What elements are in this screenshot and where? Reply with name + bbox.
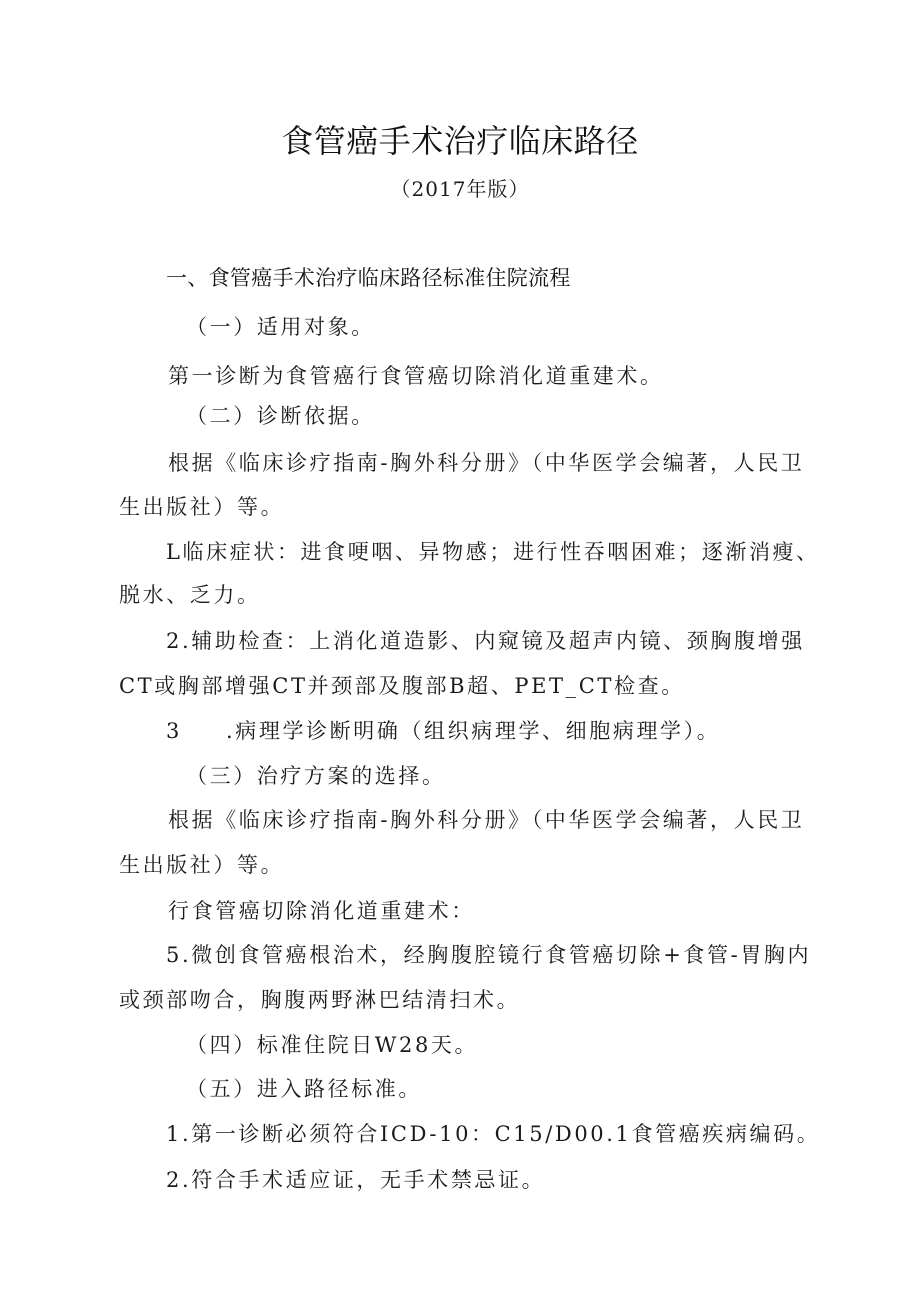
list-item-auxiliary-exams-line2: CT或胸部增强CT并颈部及腹部B超、PET_CT检查。 [119, 674, 685, 698]
list-item-clinical-symptoms-line2: 脱水、乏力。 [119, 583, 261, 607]
list-item-minimally-invasive-line2: 或颈部吻合，胸腹两野淋巴结清扫术。 [119, 988, 521, 1012]
paragraph-applicable-subjects: 第一诊断为食管癌行食管癌切除消化道重建术。 [168, 364, 664, 388]
subsection-heading-hospital-stay: （四）标准住院日W28天。 [186, 1033, 479, 1057]
subsection-heading-entry-criteria: （五）进入路径标准。 [186, 1077, 422, 1101]
subsection-heading-applicable-subjects: （一）适用对象。 [186, 315, 375, 339]
list-item-pathology [166, 716, 720, 746]
list-item-pathology-number: 3 [166, 719, 182, 743]
section-heading: 一、食管癌手术治疗临床路径标准住院流程 [166, 266, 571, 290]
subsection-heading-diagnosis-basis: （二）诊断依据。 [186, 404, 375, 428]
paragraph-treatment-reference-line2: 生出版社）等。 [119, 853, 285, 877]
paragraph-surgery-type: 行食管癌切除消化道重建术： [168, 899, 475, 923]
list-item-surgical-indications: 2.符合手术适应证，无手术禁忌证。 [166, 1168, 546, 1192]
subsection-heading-treatment-plan: （三）治疗方案的选择。 [186, 764, 446, 788]
document-subtitle: （2017年版） [390, 177, 530, 201]
paragraph-treatment-reference-line1: 根据《临床诊疗指南-胸外科分册》（中华医学会编著，人民卫 [168, 808, 805, 832]
list-item-pathology-text: .病理学诊断明确（组织病理学、细胞病理学）。 [225, 719, 721, 743]
list-item-clinical-symptoms-line1: L临床症状：进食哽咽、异物感；进行性吞咽困难；逐渐消瘦、 [166, 540, 820, 564]
list-item-auxiliary-exams-line1: 2.辅助检查：上消化道造影、内窥镜及超声内镜、颈胸腹增强 [166, 629, 805, 653]
paragraph-diagnosis-reference-line2: 生出版社）等。 [119, 495, 285, 519]
list-item-minimally-invasive-line1: 5.微创食管癌根治术，经胸腹腔镜行食管癌切除+食管-胃胸内 [166, 943, 812, 967]
document-title: 食管癌手术治疗临床路径 [281, 122, 639, 160]
list-item-icd-code: 1.第一诊断必须符合ICD-10：C15/D00.1食管癌疾病编码。 [166, 1122, 821, 1146]
paragraph-diagnosis-reference-line1: 根据《临床诊疗指南-胸外科分册》（中华医学会编著，人民卫 [168, 451, 805, 475]
